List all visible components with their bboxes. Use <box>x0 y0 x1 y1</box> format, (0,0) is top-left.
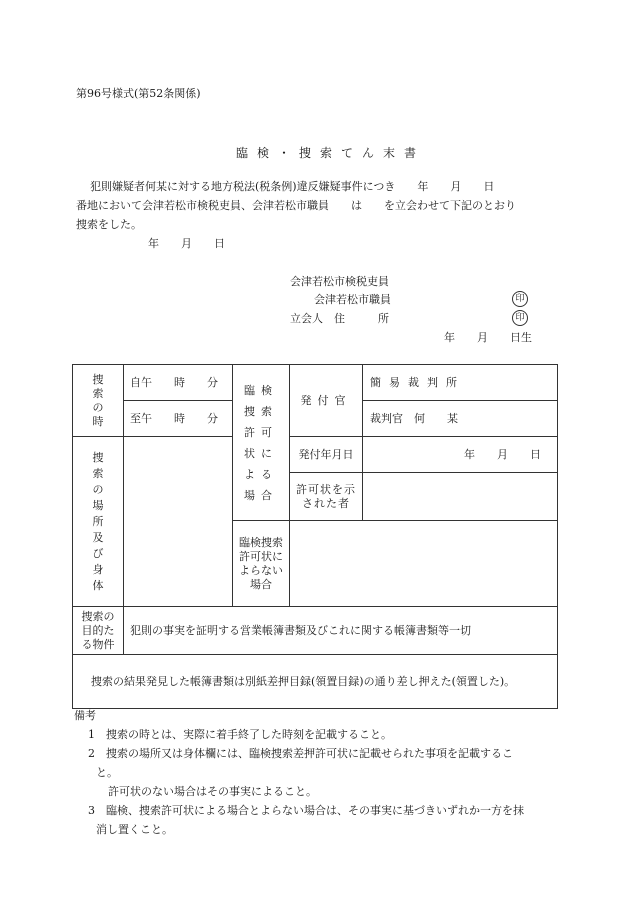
time-to: 至午 時 分 <box>124 401 233 437</box>
note-3-line-2: 消し置くこと。 <box>96 823 173 836</box>
target-label: 捜索の目的たる物件 <box>81 609 115 651</box>
issue-date-value: 年 月 日 <box>363 437 558 473</box>
intro-line-3: 捜索をした。 <box>76 218 142 231</box>
search-time-label-cell <box>73 365 124 437</box>
signature-staff: 会津若松市職員 <box>314 293 391 306</box>
warrant-column-label: 臨検捜索許可状による場合 <box>244 383 278 502</box>
place-value <box>124 437 233 607</box>
court-name: 簡易裁判所 <box>363 365 558 401</box>
note-1: 1 捜索の時とは、実際に着手終了した時刻を記載すること。 <box>88 728 392 741</box>
page-title: 臨検・捜索てん末書 <box>236 146 426 160</box>
search-time-label: 捜索の時 <box>92 372 104 428</box>
note-2-line-1: 2 捜索の場所又は身体欄には、臨検捜索差押許可状に記載せられた事項を記載するこ <box>88 747 513 760</box>
warrant-column <box>233 365 290 521</box>
target-label-cell <box>73 607 124 655</box>
place-label: 捜索の場所及び身体 <box>92 450 104 592</box>
note-2-line-2: と。 <box>96 766 118 779</box>
note-2-line-3: 許可状のない場合はその事実によること。 <box>108 785 317 798</box>
place-label-cell <box>73 437 124 607</box>
shown-to-value <box>363 473 558 521</box>
intro-line-2: 番地において会津若松市検税吏員、会津若松市職員 は を立会わせて下記のとおり <box>76 199 516 212</box>
issue-date-label: 発付年月日 <box>290 437 363 473</box>
no-warrant-label-cell <box>233 521 290 607</box>
issuer-label: 発付官 <box>290 365 363 437</box>
seal-mark-2: 印 <box>512 310 528 326</box>
time-from: 自午 時 分 <box>124 365 233 401</box>
search-result: 捜索の結果発見した帳簿書類は別紙差押目録(領置目録)の通り差し押えた(領置した)。 <box>73 655 558 709</box>
no-warrant-value <box>290 521 558 607</box>
shown-to-label-cell <box>290 473 363 521</box>
search-record-table <box>72 364 558 709</box>
seal-mark-1: 印 <box>512 291 528 307</box>
form-number: 第96号様式(第52条関係) <box>76 87 201 100</box>
no-warrant-label: 臨検捜索許可状によらない場合 <box>239 535 283 591</box>
shown-to-label: 許可状を示された者 <box>296 482 356 510</box>
note-3-line-1: 3 臨検、捜索許可状による場合とよらない場合は、その事実に基づきいずれか一方を抹 <box>88 804 524 817</box>
target-value: 犯則の事実を証明する営業帳簿書類及びこれに関する帳簿書類等一切 <box>124 607 558 655</box>
intro-line-1: 犯則嫌疑者何某に対する地方税法(税条例)違反嫌疑事件につき 年 月 日 <box>90 180 495 193</box>
signature-official: 会津若松市検税吏員 <box>290 275 389 288</box>
signature-birth-date: 年 月 日生 <box>444 331 532 344</box>
notes-heading: 備考 <box>74 709 96 722</box>
intro-date: 年 月 日 <box>148 237 225 250</box>
signature-witness: 立会人 住 所 <box>290 312 389 325</box>
judge-name: 裁判官 何 某 <box>363 401 558 437</box>
